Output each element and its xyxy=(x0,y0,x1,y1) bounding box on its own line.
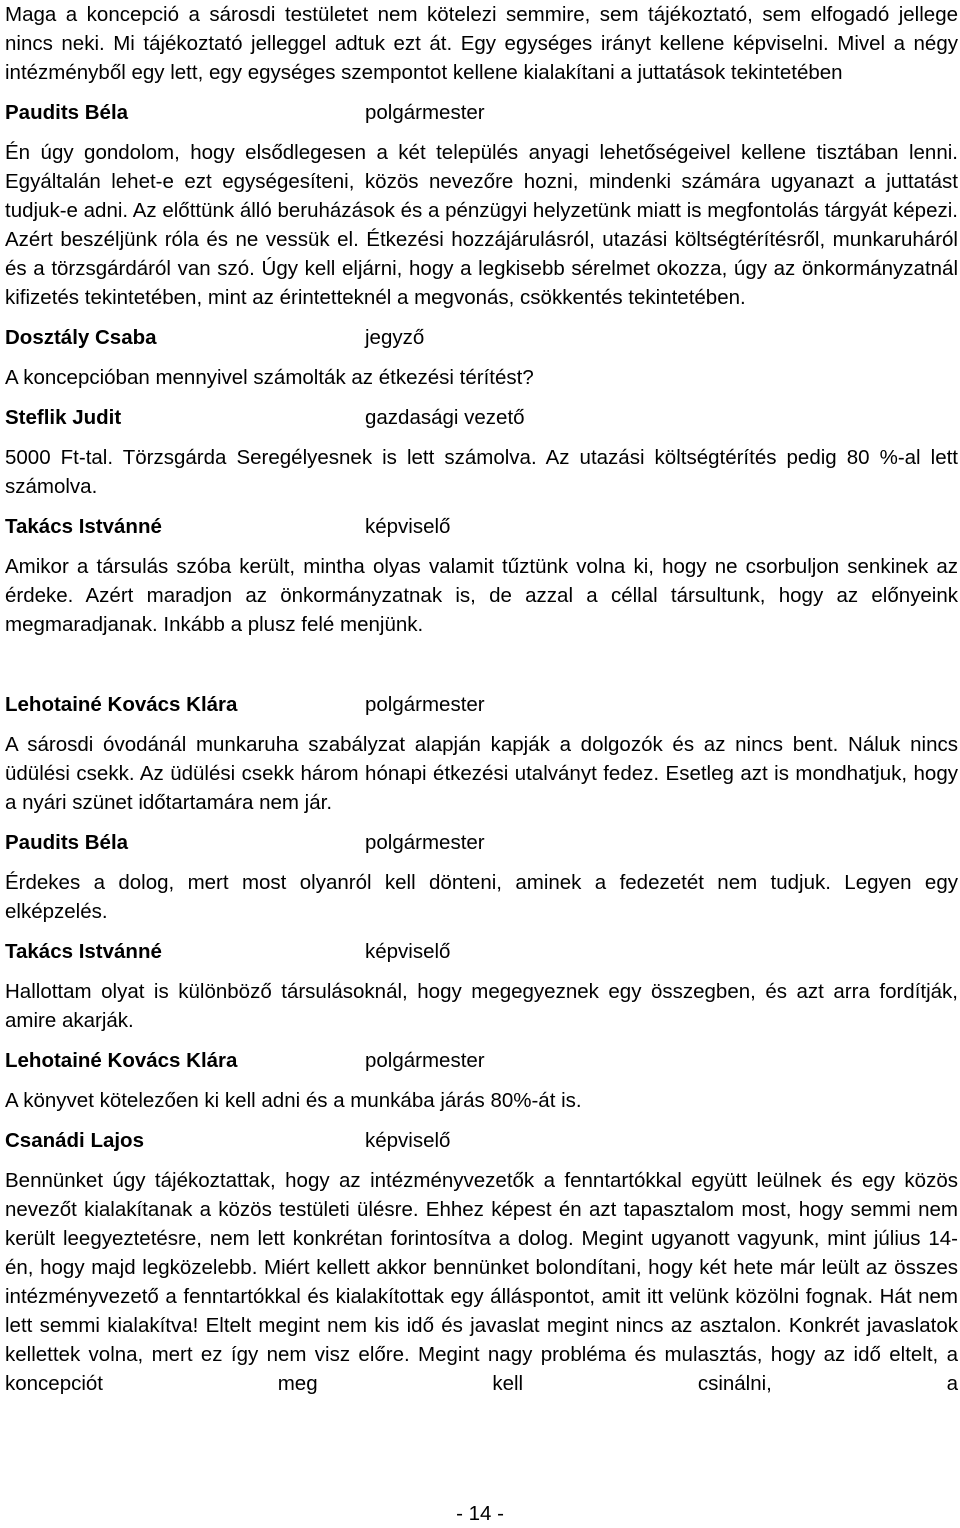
speaker-heading xyxy=(5,323,958,352)
speaker-heading xyxy=(5,1126,958,1155)
paragraph: Amikor a társulás szóba került, mintha olyas valamit tűztünk volna ki, hogy ne csorbuljon senkinek az érdeke. Azért maradjon az önkormányzatnak is, de azzal a céllal társultunk, hogy az előnyeink megmaradjanak. Inkább a plusz felé menjünk. xyxy=(5,555,958,636)
speaker-role: gazdasági vezető xyxy=(365,406,525,429)
speaker-role: polgármester xyxy=(365,831,485,854)
speaker-role: képviselő xyxy=(365,515,451,538)
paragraph: Hallottam olyat is különböző társulásoknál, hogy megegyeznek egy összegben, és azt arra fordítják, amire akarják. xyxy=(5,980,958,1032)
speaker-heading xyxy=(5,828,958,857)
speaker-name: Lehotainé Kovács Klára xyxy=(5,693,238,716)
speaker-name: Lehotainé Kovács Klára xyxy=(5,1049,238,1072)
speaker-heading xyxy=(5,98,958,127)
speaker-heading xyxy=(5,403,958,432)
speaker-role: polgármester xyxy=(365,101,485,124)
speaker-heading xyxy=(5,937,958,966)
speaker-role: képviselő xyxy=(365,1129,451,1152)
speaker-name: Steflik Judit xyxy=(5,406,122,429)
page-number: - 14 - xyxy=(456,1502,504,1525)
paragraph: Bennünket úgy tájékoztattak, hogy az intézményvezetők a fenntartókkal együtt leülnek és egy közös nevezőt kialakítanak a közös testületi ülésre. Ehhez képest én azt tapasztalom most, hogy semmi nem került leegyeztetésre, nem lett konkrétan forintosítva a dolog. Megint ugyanott vagyunk, mint július 14-én, hogy majd legközelebb. Miért kellett akkor bennünket bolondítani, hogy két hete már leült az összes intézményvezető a fenntartókkal és kialakítottak egy álláspontot, amit itt velünk közölni fognak. Hát nem lett semmi kialakítva! Eltelt megint nem kis idő és javaslat megint nincs az asztalon. Konkrét javaslatok kellettek volna, mert ez így nem visz előre. Megint nagy probléma és mulasztás, hogy az idő eltelt, a koncepciót meg kell csinálni, a xyxy=(5,1169,958,1395)
speaker-name: Paudits Béla xyxy=(5,831,129,854)
speaker-role: jegyző xyxy=(365,326,425,349)
paragraph: Maga a koncepció a sárosdi testületet nem kötelezi semmire, sem tájékoztató, sem elfogadó jellege nincs neki. Mi tájékoztató jelleggel adtuk ezt át. Egy egységes irányt kellene képviselni. Mivel a négy intézményből egy lett, egy egységes szempontot kellene kialakítani a juttatások tekintetében xyxy=(5,3,958,84)
speaker-name: Takács Istvánné xyxy=(5,515,162,538)
paragraph: Én úgy gondolom, hogy elsődlegesen a két település anyagi lehetőségeivel kellene tisztában lenni. Egyáltalán lehet-e ezt egységesíteni, közös nevezőre hozni, mindenki számára ugyanazt a juttatást tudjuk-e adni. Az előttünk álló beruházások és a pénzügyi helyzetünk miatt is megfontolás tárgyát képezi. Azért beszéljünk róla és ne vessük el. Étkezési hozzájárulásról, utazási költségtérítésről, munkaruháról és a törzsgárdáról van szó. Úgy kell eljárni, hogy a legkisebb sérelmet okozza, úgy az önkormányzatnál kifizetés tekintetében, mint az érintetteknél a megvonás, csökkentés tekintetében. xyxy=(5,141,958,309)
paragraph: A könyvet kötelezően ki kell adni és a munkába járás 80%-át is. xyxy=(5,1089,582,1112)
paragraph: A koncepcióban mennyivel számolták az étkezési térítést? xyxy=(5,366,534,389)
speaker-heading xyxy=(5,1046,958,1075)
speaker-name: Paudits Béla xyxy=(5,101,129,124)
speaker-name: Csanádi Lajos xyxy=(5,1129,144,1152)
speaker-name: Takács Istvánné xyxy=(5,940,162,963)
speaker-name: Dosztály Csaba xyxy=(5,326,157,349)
section-gap xyxy=(5,639,958,679)
document-body xyxy=(5,0,958,1398)
speaker-role: polgármester xyxy=(365,693,485,716)
speaker-role: polgármester xyxy=(365,1049,485,1072)
paragraph: A sárosdi óvodánál munkaruha szabályzat alapján kapják a dolgozók és az nincs bent. Náluk nincs üdülési csekk. Az üdülési csekk három hónapi étkezési utalványt fedez. Esetleg azt is mondhatjuk, hogy a nyári szünet időtartamára nem jár. xyxy=(5,733,958,814)
paragraph: Érdekes a dolog, mert most olyanról kell dönteni, aminek a fedezetét nem tudjuk. Legyen egy elképzelés. xyxy=(5,871,958,923)
speaker-role: képviselő xyxy=(365,940,451,963)
speaker-heading xyxy=(5,512,958,541)
speaker-heading xyxy=(5,690,958,719)
paragraph: 5000 Ft-tal. Törzsgárda Seregélyesnek is lett számolva. Az utazási költségtérítés pedig 80 %-al lett számolva. xyxy=(5,446,958,498)
